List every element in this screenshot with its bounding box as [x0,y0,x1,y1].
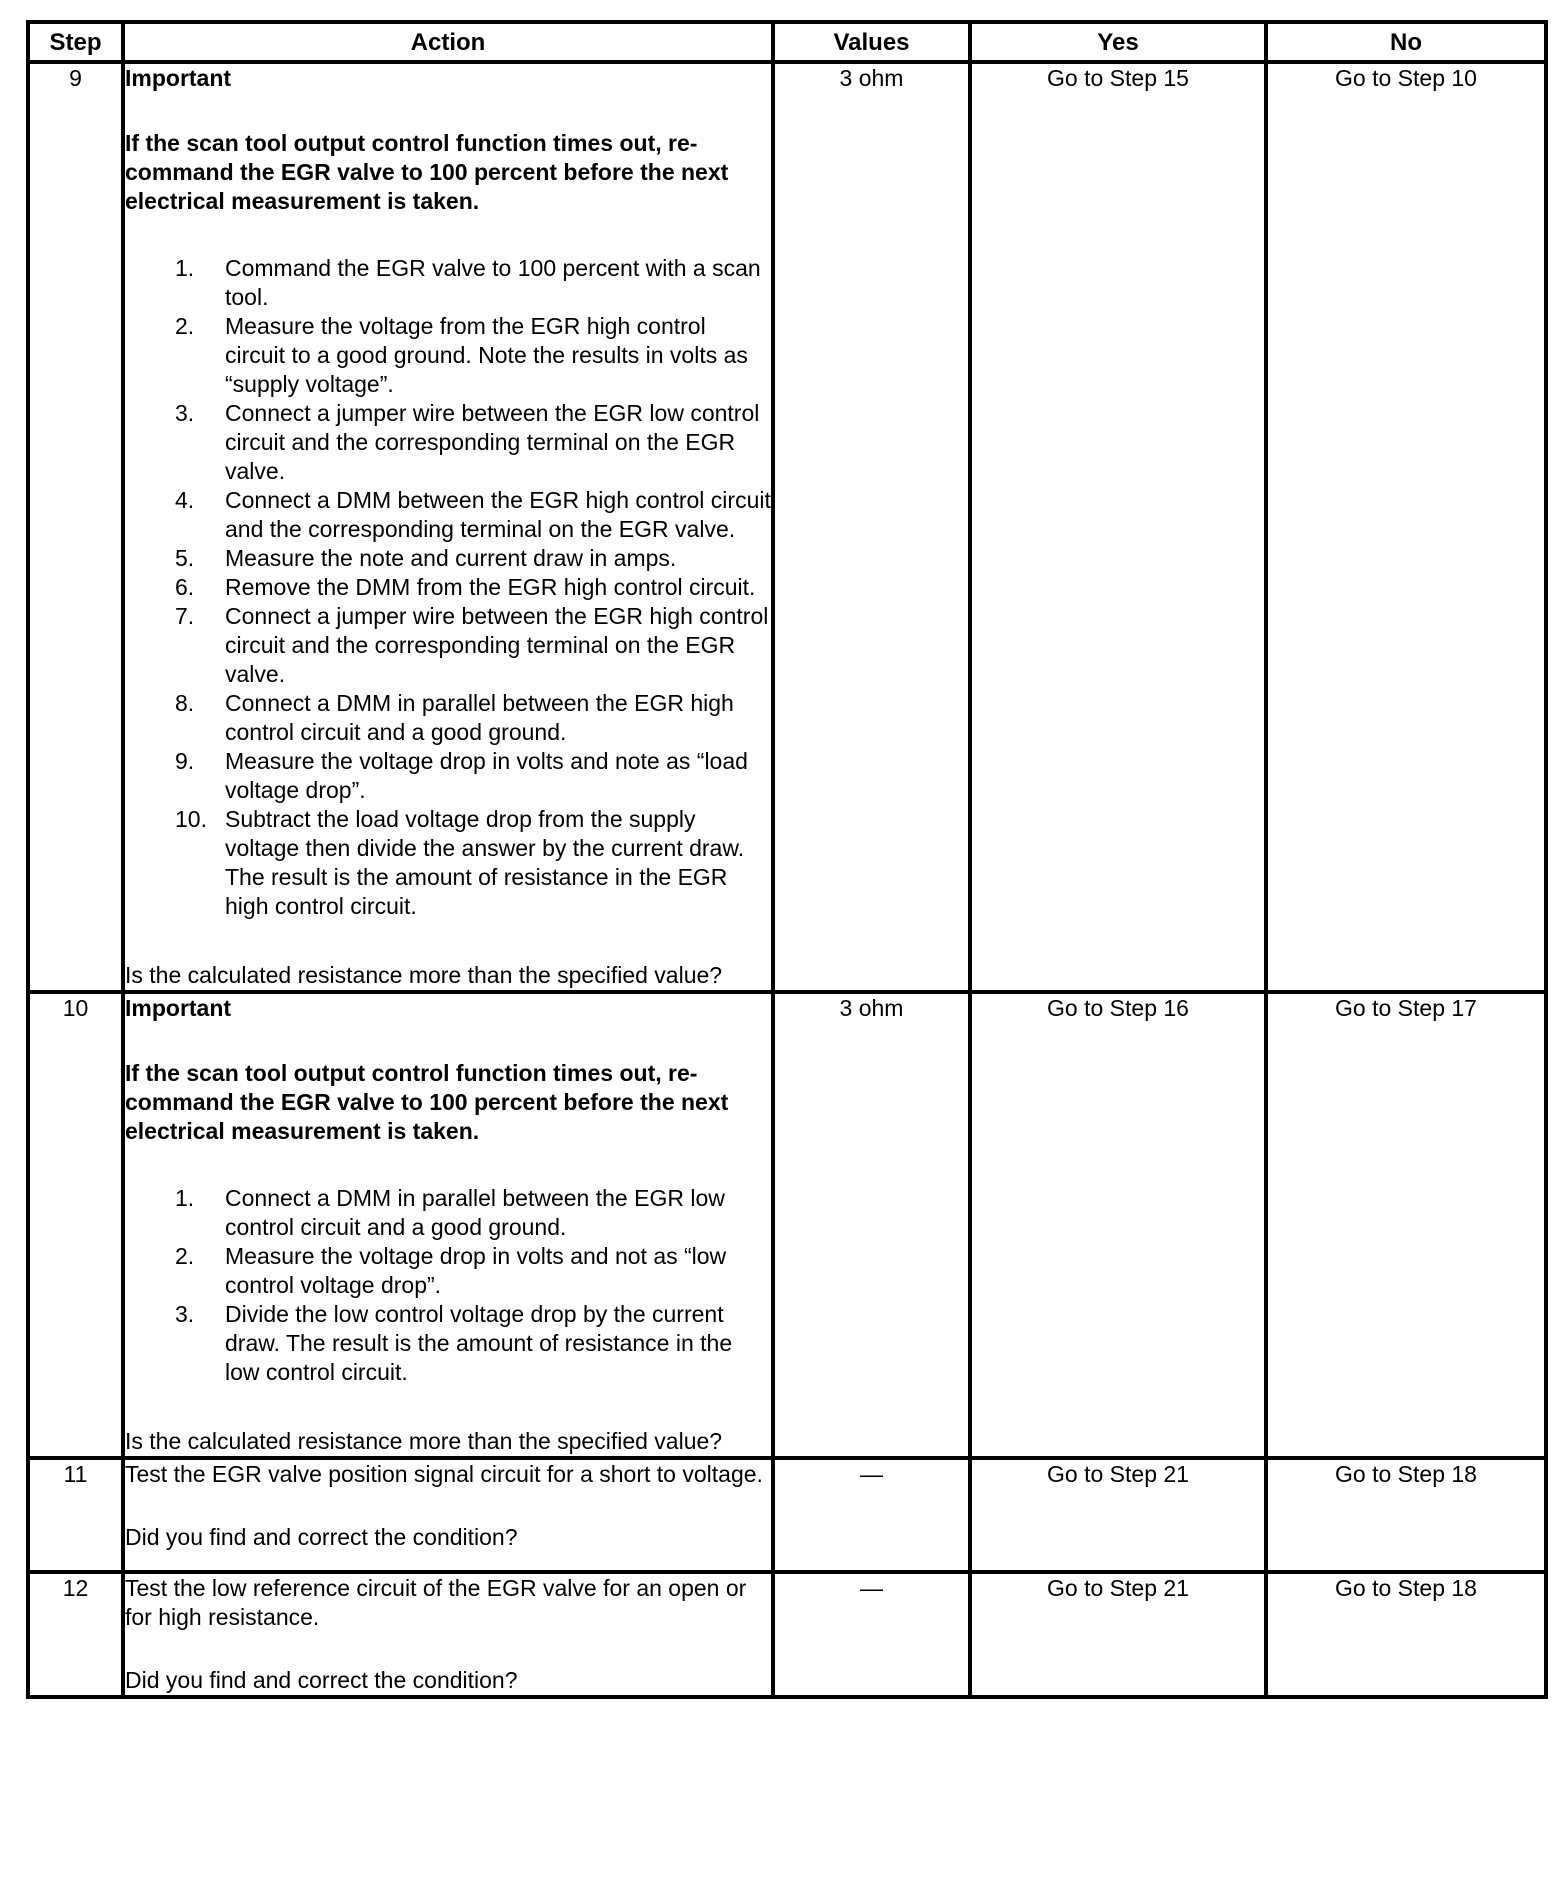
table-header [28,22,1546,62]
action-text: Test the low reference circuit of the EGR valve for an open or for high resistance. [125,1575,747,1630]
action-cell [123,992,773,1458]
no-link[interactable]: Go to Step 10 [1335,65,1477,91]
list-item: 1. Connect a DMM in parallel between the EGR low control circuit and a good ground. [175,1185,725,1240]
list-item-text: Connect a DMM between the EGR high control circuit and the corresponding terminal on the EGR valve. [225,487,771,542]
no-cell [1266,1458,1546,1572]
header-values: Values [773,22,970,62]
list-item-text: Remove the DMM from the EGR high control circuit. [225,574,756,600]
step-number: 10 [28,992,123,1458]
values-cell: 3 ohm [773,62,970,992]
list-item: 4. Connect a DMM between the EGR high control circuit and the corresponding terminal on the EGR valve. [175,487,771,542]
important-text: If the scan tool output control function times out, re-command the EGR valve to 100 percent before the next electrical measurement is taken. [125,1060,729,1144]
values-cell: 3 ohm [773,992,970,1458]
action-cell [123,1458,773,1572]
table-row-step-10 [28,992,1546,1458]
important-label: Important [125,995,232,1021]
list-item-text: Measure the voltage from the EGR high control circuit to a good ground. Note the results in volts as “supply voltage”. [225,313,748,397]
no-link[interactable]: Go to Step 17 [1335,995,1477,1021]
yes-cell [970,1458,1266,1572]
values-cell: — [773,1572,970,1697]
header-no: No [1266,22,1546,62]
no-link[interactable]: Go to Step 18 [1335,1461,1477,1487]
table-row-step-12 [28,1572,1546,1697]
no-cell [1266,992,1546,1458]
yes-link[interactable]: Go to Step 15 [1047,65,1189,91]
procedure-list [125,1184,771,1387]
action-cell [123,1572,773,1697]
yes-cell [970,992,1266,1458]
question-text: Is the calculated resistance more than the specified value? [125,962,723,988]
step-number: 9 [28,62,123,992]
list-item-text: Measure the note and current draw in amps. [225,545,677,571]
list-item-text: Connect a jumper wire between the EGR low control circuit and the corresponding terminal on the EGR valve. [225,400,760,484]
list-item: 3. Connect a jumper wire between the EGR low control circuit and the corresponding terminal on the EGR valve. [175,400,760,484]
step-number: 12 [28,1572,123,1697]
important-text: If the scan tool output control function times out, re-command the EGR valve to 100 percent before the next electrical measurement is taken. [125,130,729,214]
header-action: Action [123,22,773,62]
no-cell [1266,62,1546,992]
important-label: Important [125,65,232,91]
table-row-step-9 [28,62,1546,992]
list-item: 5. Measure the note and current draw in amps. [175,545,677,571]
question-text: Did you find and correct the condition? [125,1524,518,1550]
list-item: 10. Subtract the load voltage drop from the supply voltage then divide the answer by the current draw. The result is the amount of resistance in the EGR high control circuit. [175,806,745,919]
yes-link[interactable]: Go to Step 16 [1047,995,1189,1021]
list-item-text: Measure the voltage drop in volts and not as “low control voltage drop”. [225,1243,727,1298]
table-row-step-11 [28,1458,1546,1572]
list-item-text: Connect a DMM in parallel between the EGR low control circuit and a good ground. [225,1185,725,1240]
header-row [28,22,1546,62]
no-cell [1266,1572,1546,1697]
header-step: Step [28,22,123,62]
list-item-text: Subtract the load voltage drop from the supply voltage then divide the answer by the current draw. The result is the amount of resistance in the EGR high control circuit. [225,806,745,919]
question-text: Did you find and correct the condition? [125,1667,518,1693]
list-item: 1. Command the EGR valve to 100 percent with a scan tool. [175,255,761,310]
yes-link[interactable]: Go to Step 21 [1047,1461,1189,1487]
question-text: Is the calculated resistance more than the specified value? [125,1428,723,1454]
list-item: 8. Connect a DMM in parallel between the EGR high control circuit and a good ground. [175,690,734,745]
list-item: 2. Measure the voltage drop in volts and not as “low control voltage drop”. [175,1243,727,1298]
values-cell: — [773,1458,970,1572]
list-item: 3. Divide the low control voltage drop by the current draw. The result is the amount of resistance in the low control circuit. [175,1301,733,1385]
action-cell [123,62,773,992]
list-item-text: Connect a jumper wire between the EGR high control circuit and the corresponding terminal on the EGR valve. [225,603,769,687]
step-number: 11 [28,1458,123,1572]
yes-cell [970,62,1266,992]
header-yes: Yes [970,22,1266,62]
yes-cell [970,1572,1266,1697]
list-item-text: Measure the voltage drop in volts and note as “load voltage drop”. [225,748,748,803]
yes-link[interactable]: Go to Step 21 [1047,1575,1189,1601]
list-item: 7. Connect a jumper wire between the EGR high control circuit and the corresponding terminal on the EGR valve. [175,603,769,687]
list-item-text: Divide the low control voltage drop by the current draw. The result is the amount of resistance in the low control circuit. [225,1301,733,1385]
list-item: 6. Remove the DMM from the EGR high control circuit. [175,574,756,600]
list-item: 2. Measure the voltage from the EGR high control circuit to a good ground. Note the results in volts as “supply voltage”. [175,313,748,397]
list-item-text: Connect a DMM in parallel between the EGR high control circuit and a good ground. [225,690,734,745]
diagnostic-table [26,20,1548,1699]
no-link[interactable]: Go to Step 18 [1335,1575,1477,1601]
action-text: Test the EGR valve position signal circuit for a short to voltage. [125,1461,763,1487]
list-item: 9. Measure the voltage drop in volts and note as “load voltage drop”. [175,748,748,803]
list-item-text: Command the EGR valve to 100 percent with a scan tool. [225,255,761,310]
procedure-list [125,254,771,921]
diagnostic-table-container [26,20,1548,1699]
